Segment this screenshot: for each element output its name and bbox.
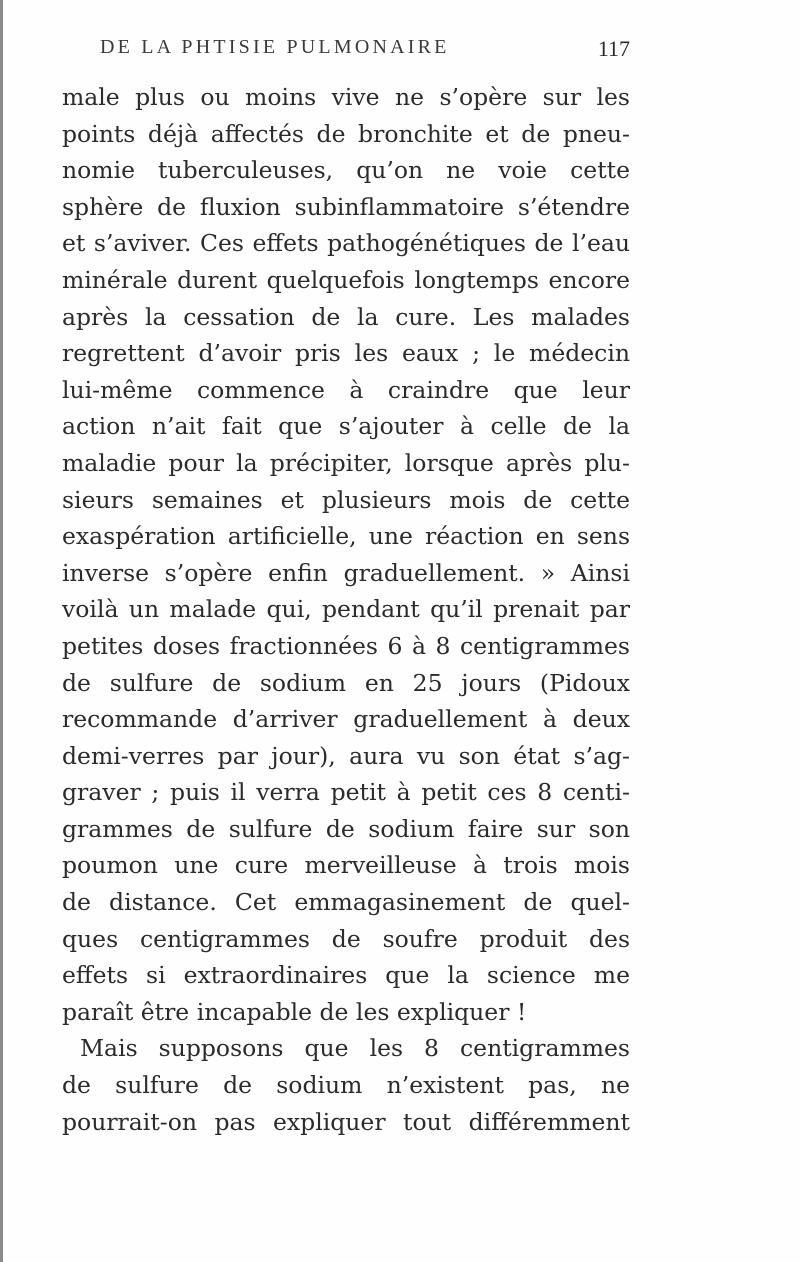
page-header: [100, 36, 630, 66]
text-line: de distance. Cet emmagasinement de quel-: [62, 888, 630, 917]
text-line: après la cessation de la cure. Les malades: [62, 302, 630, 331]
text-line: et s’aviver. Ces effets pathogénétiques de l’eau: [62, 229, 630, 258]
text-line: petites doses fractionnées 6 à 8 centigrammes: [62, 631, 630, 660]
text-line: action n’ait fait que s’ajouter à celle de la: [62, 412, 630, 441]
running-head: DE LA PHTISIE PULMONAIRE: [100, 36, 450, 58]
text-line: effets si extraordinaires que la science me: [62, 961, 630, 990]
text-line: male plus ou moins vive ne s’opère sur les: [62, 83, 630, 111]
page-edge: [0, 0, 3, 1262]
text-line: Mais supposons que les 8 centigrammes: [80, 1034, 630, 1063]
text-line: maladie pour la précipiter, lorsque après plu-: [62, 448, 630, 477]
text-line: regrettent d’avoir pris les eaux ; le médecin: [62, 339, 630, 368]
text-line: exaspération artificielle, une réaction en sens: [62, 522, 630, 551]
text-line: voilà un malade qui, pendant qu’il prenait par: [62, 595, 630, 624]
text-line: graver ; puis il verra petit à petit ces 8 centi-: [62, 778, 630, 807]
text-line: grammes de sulfure de sodium faire sur son: [62, 814, 630, 843]
text-line: pourrait-on pas expliquer tout différemment: [62, 1107, 630, 1136]
text-line: poumon une cure merveilleuse à trois mois: [62, 851, 630, 880]
page-number: 117: [597, 36, 630, 61]
text-line: lui-même commence à craindre que leur: [62, 375, 630, 404]
text-line: de sulfure de sodium n’existent pas, ne: [62, 1071, 630, 1100]
text-line: paraît être incapable de les expliquer !: [62, 997, 527, 1026]
text-line: minérale durent quelquefois longtemps encore: [62, 265, 630, 294]
text-line: inverse s’opère enfin graduellement. » Ainsi: [62, 558, 630, 587]
text-line: ques centigrammes de soufre produit des: [62, 924, 630, 953]
text-line: points déjà affectés de bronchite et de pneu-: [62, 119, 630, 148]
body-text: [62, 79, 630, 1140]
text-line: de sulfure de sodium en 25 jours (Pidoux: [62, 668, 630, 697]
text-line: sieurs semaines et plusieurs mois de cette: [62, 485, 630, 514]
text-line: sphère de fluxion subinflammatoire s’étendre: [62, 192, 630, 221]
text-line: demi-verres par jour), aura vu son état s’ag-: [62, 741, 630, 770]
text-line: nomie tuberculeuses, qu’on ne voie cette: [62, 156, 630, 185]
text-line: recommande d’arriver graduellement à deux: [62, 705, 630, 734]
